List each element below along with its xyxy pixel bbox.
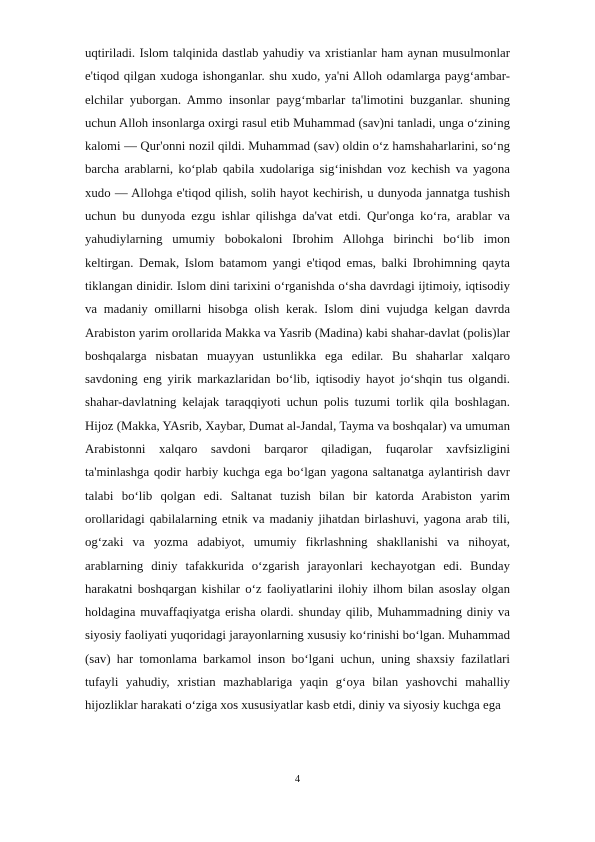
body-paragraph: uqtiriladi. Islom talqinida dastlab yahudiy va xristianlar ham aynan musulmonlar e'tiqod qilgan xudoga ishonganlar. shu xudo, ya'ni Alloh odamlarga payg‘ambar-elchilar yuborgan. Ammo insonlar payg‘mbarlar ta'limotini buzganlar. shuning uchun Alloh insonlarga oxirgi rasul etib Muhammad (sav)ni tanladi, unga o‘zining kalomi — Qur'onni nozil qildi. Muhammad (sav) oldin o‘z hamshaharlarini, so‘ng barcha arablarni, ko‘plab qabila xudolariga sig‘inishdan voz kechish va yagona xudo — Allohga e'tiqod qilish, solih hayot kechirish, u dunyoda jannatga tushish uchun bu dunyoda ezgu ishlar qilishga da'vat etdi. Qur'onga ko‘ra, arablar va yahudiylarning umumiy bobokaloni Ibrohim Allohga birinchi bo‘lib imon keltirgan. Demak, Islom batamom yangi e'tiqod emas, balki Ibrohimning qayta tiklangan dinidir. Islom dini tarixini o‘rganishda o‘sha davrdagi ijtimoiy, iqtisodiy va madaniy omillarni hisobga olish kerak. Islom dini vujudga kelgan davrda Arabiston yarim orollarida Makka va Yasrib (Madina) kabi shahar-davlat (polis)lar boshqalarga nisbatan muayyan ustunlikka ega edilar. Bu shaharlar xalqaro savdoning eng yirik markazlaridan bo‘lib, iqtisodiy hayot jo‘shqin tus olgandi. shahar-davlatning kelajak taraqqiyoti uchun polis tuzumi torlik qila boshlagan. Hijoz (Makka, YAsrib, Xaybar, Dumat al-Jandal, Tayma va boshqalar) va umuman Arabistonni xalqaro savdoni barqaror qiladigan, fuqarolar xavfsizligini ta'minlashga qodir harbiy kuchga ega bo‘lgan yagona saltanatga aylantirish davr talabi bo‘lib qolgan edi. Saltanat tuzish bilan bir katorda Arabiston yarim orollaridagi qabilalarning etnik va madaniy jihatdan birlashuvi, yagona arab tili, og‘zaki va yozma adabiyot, umumiy fikrlashning shakllanishi va nihoyat, arablarning diniy tafakkurida o‘zgarish jarayonlari kechayotgan edi. Bunday harakatni boshqargan kishilar o‘z faoliyatlarini ilohiy ilhom bilan asoslay olgan holdagina muvaffaqiyatga erisha olardi. shunday qilib, Muhammadning diniy va siyosiy faoliyati yuqoridagi jarayonlarning xususiy ko‘rinishi bo‘lgan. Muhammad (sav) har tomonlama barkamol inson bo‘lgani uchun, uning shaxsiy fazilatlari tufayli yahudiy, xristian mazhablariga yaqin g‘oya bilan yashovchi mahalliy hijozliklar harakati o‘ziga xos xususiyatlar kasb etdi, diniy va siyosiy kuchga ega [85, 46, 510, 713]
page-number: 4 [294, 774, 301, 785]
